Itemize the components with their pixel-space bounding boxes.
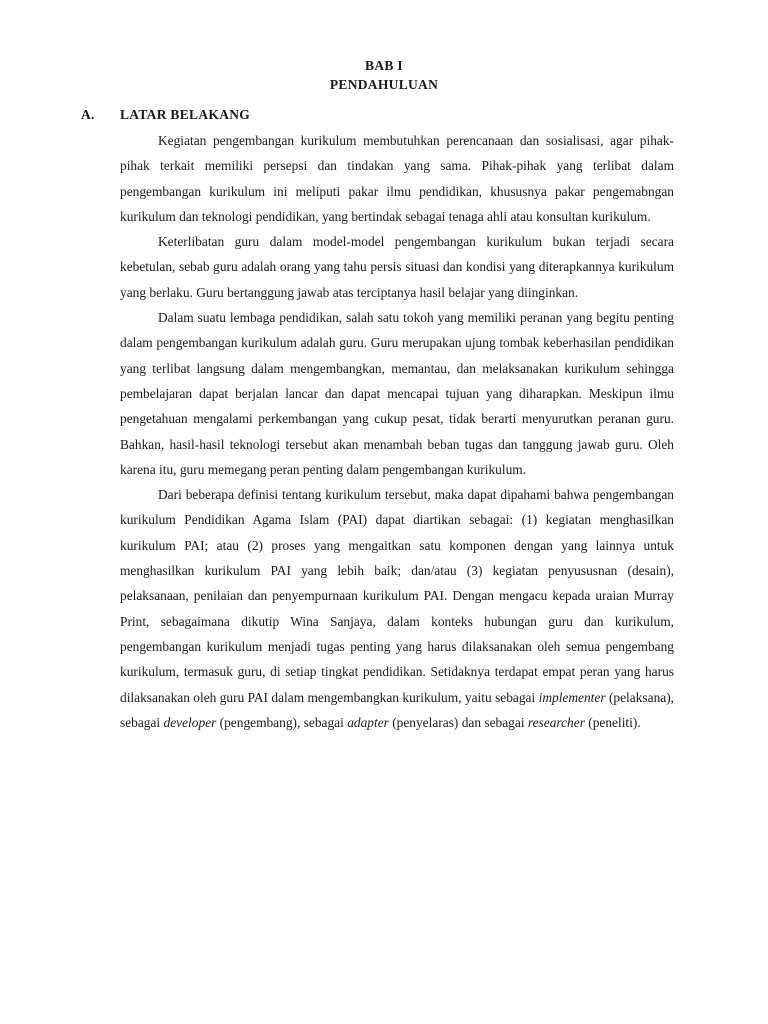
paragraph-4 bbox=[120, 482, 674, 735]
paragraph-4-text-5: (peneliti). bbox=[584, 714, 641, 730]
chapter-title: PENDAHULUAN bbox=[329, 77, 439, 92]
paragraph-4-text-4: (penyelaras) dan sebagai bbox=[388, 714, 528, 730]
paragraph-4-text-1: Dari beberapa definisi tentang kurikulum tersebut, maka dapat dipahami bahwa pengembangan kurikulum Pendidikan Agama Islam (PAI) dapat diartikan sebagai: (1) kegiatan menghasilkan kurikulum PAI; atau (2) proses yang mengaitkan satu komponen dengan yang lainnya untuk menghasilkan kurikulum PAI yang lebih baik; dan/atau (3) kegiatan penyususnan (desain), pelaksanaan, penilaian dan penyempurnaan kurikulum PAI. Dengan mengacu kepada uraian Murray Print, sebagaimana dikutip Wina Sanjaya, dalam konteks hubungan guru dan kurikulum, pengembangan kurikulum menjadi tugas penting yang harus dilaksanakan oleh semua pengembang kurikulum, termasuk guru, di setiap tingkat pendidikan. Setidaknya terdapat empat peran yang harus dilaksanakan oleh guru PAI dalam mengembangkan kurikulum, yaitu sebagai bbox=[120, 487, 674, 705]
chapter-number: BAB I bbox=[365, 58, 403, 73]
section-title: LATAR BELAKANG bbox=[120, 107, 251, 122]
body-text bbox=[120, 128, 674, 735]
paragraph-2: Keterlibatan guru dalam model-model pengembangan kurikulum bukan terjadi secara kebetulan, sebab guru adalah orang yang tahu persis situasi dan kondisi yang diterapkannya kurikulum yang berlaku. Guru bertanggung jawab atas terciptanya hasil belajar yang diinginkan. bbox=[120, 234, 674, 300]
section-heading bbox=[81, 107, 250, 123]
section-letter: A. bbox=[81, 107, 95, 122]
paragraph-4-text-3: (pengembang), sebagai bbox=[216, 714, 348, 730]
term-implementer: implementer bbox=[538, 689, 606, 705]
paragraph-3: Dalam suatu lembaga pendidikan, salah satu tokoh yang memiliki peranan yang begitu penting dalam pengembangan kurikulum adalah guru. Guru merupakan ujung tombak keberhasilan pendidikan yang terlibat langsung dalam mengembangkan, memantau, dan melaksanakan kurikulum sehingga pembelajaran dapat berjalan lancar dan dapat mencapai tujuan yang diharapkan. Meskipun ilmu pengetahuan mengalami perkembangan yang cukup pesat, tidak berarti menyurutkan peranan guru. Bahkan, hasil-hasil teknologi tersebut akan menambah beban tugas dan tanggung jawab guru. Oleh karena itu, guru memegang peran penting dalam pengembangan kurikulum. bbox=[120, 310, 674, 477]
term-adapter: adapter bbox=[347, 714, 389, 730]
term-researcher: researcher bbox=[527, 714, 585, 730]
paragraph-4-text-2: (pelaksana), sebagai bbox=[120, 689, 675, 730]
paragraph-1: Kegiatan pengembangan kurikulum membutuhkan perencanaan dan sosialisasi, agar pihak-pihak terkait memiliki persepsi dan tindakan yang sama. Pihak-pihak yang terlibat dalam pengembangan kurikulum ini meliputi pakar ilmu pendidikan, khususnya pakar pengemabngan kurikulum dan teknologi pendidikan, yang bertindak sebagai tenaga ahli atau konsultan kurikulum. bbox=[120, 133, 674, 224]
term-developer: developer bbox=[163, 714, 217, 730]
